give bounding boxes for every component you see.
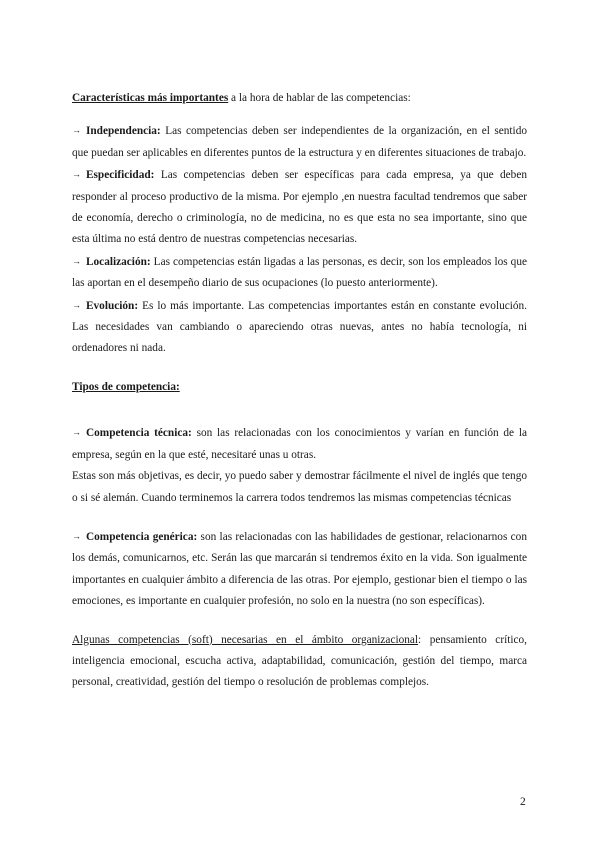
intro-heading: Características más importantes: [72, 92, 229, 104]
type-tecnica: [72, 422, 527, 466]
type-tecnica-extra: Estas son más objetivas, es decir, yo puedo saber y demostrar fácilmente el nivel de inglés que tengo o si sé alemán. Cuando terminemos la carrera todos tendremos las mismas competencias técnicas: [72, 470, 527, 504]
arrow-icon: →: [72, 125, 81, 136]
characteristic-text: Es lo más importante. Las competencias importantes están en constante evolución. Las necesidades van cambiando o apareciendo otras nuevas, antes no había tecnología, ni ordenadores ni nada.: [72, 299, 527, 355]
arrow-icon: →: [72, 255, 81, 266]
soft-skills-heading: Algunas competencias (soft) necesarias en el ámbito organizacional: [72, 633, 419, 646]
characteristic-independencia: [72, 120, 527, 164]
type-term: Competencia técnica:: [86, 427, 192, 440]
types-heading: [72, 377, 527, 398]
characteristic-evolucion: [72, 295, 527, 360]
page-number: 2: [520, 796, 526, 808]
arrow-icon: →: [72, 530, 81, 541]
characteristic-text: Las competencias están ligadas a las personas, es decir, son los empleados los que las aportan en el desempeño diario de sus ocupaciones (lo puesto anteriormente).: [72, 255, 527, 290]
characteristic-term: Independencia:: [86, 125, 161, 138]
type-term: Competencia genérica:: [86, 530, 198, 543]
intro-rest: a la hora de hablar de las competencias:: [228, 92, 411, 104]
type-text: son las relacionadas con las habilidades de gestionar, relacionarnos con los demás, comunicarnos, etc. Serán las que marcarán si tendremos éxito en la vida. Son igualmente importantes en cualquier ámbito a diferencia de las otras. Por ejemplo, gestionar bien el tiempo o las emociones, es importante en cualquier profesión, no solo en la nuestra (no son específicas).: [72, 530, 527, 608]
soft-skills-text: : pensamiento crítico, inteligencia emocional, escucha activa, adaptabilidad, comunicación, gestión del tiempo, marca personal, creatividad, gestión del tiempo o resolución de problemas complejos.: [72, 633, 527, 689]
characteristic-term: Especificidad:: [86, 169, 155, 182]
arrow-icon: →: [72, 299, 81, 310]
type-generica: [72, 526, 527, 613]
characteristic-especificidad: [72, 164, 527, 251]
arrow-icon: →: [72, 169, 81, 180]
soft-skills-paragraph: [72, 630, 527, 694]
characteristic-term: Localización:: [86, 255, 151, 268]
characteristic-text: Las competencias deben ser específicas para cada empresa, ya que deben responder al proceso productivo de la misma. Por ejemplo ,en nuestra facultad tendremos que saber de economía, derecho o criminología, no de medicina, no es que esta no sea importante, sino que esta última no está dentro de nuestras competencias necesarias.: [72, 169, 527, 246]
type-text: son las relacionadas con los conocimientos y varían en función de la empresa, según en la que esté, necesitaré unas u otras.: [72, 427, 527, 461]
types-heading-text: Tipos de competencia:: [72, 380, 180, 393]
intro-paragraph: [72, 88, 527, 109]
characteristic-localizacion: [72, 251, 527, 295]
document-body: [72, 88, 527, 694]
characteristic-text: Las competencias deben ser independientes de la organización, en el sentido que puedan ser aplicables en diferentes puntos de la estructura y en diferentes situaciones de trabajo.: [72, 125, 527, 159]
arrow-icon: →: [72, 427, 81, 438]
characteristic-term: Evolución:: [86, 299, 139, 312]
